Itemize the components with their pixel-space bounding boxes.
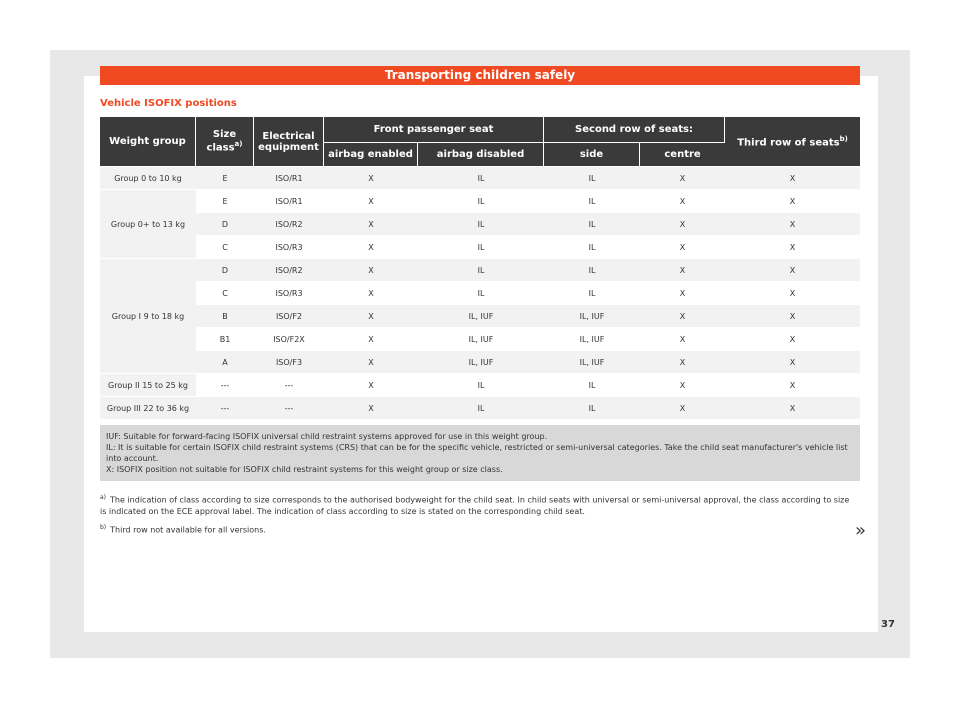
second-row-side-cell: IL <box>544 282 640 305</box>
second-row-centre-cell: X <box>640 259 725 282</box>
airbag-disabled-cell: IL <box>418 190 544 213</box>
table-row <box>100 236 860 259</box>
table-row <box>100 397 860 420</box>
airbag-enabled-cell: X <box>324 190 418 213</box>
table-row <box>100 259 860 282</box>
electrical-cell: ISO/F2X <box>254 328 324 351</box>
page-number: 37 <box>881 619 895 630</box>
third-row-cell: X <box>725 351 860 374</box>
footnote-b <box>100 522 850 536</box>
footnote-b-mark: b) <box>100 524 107 531</box>
table-row <box>100 374 860 397</box>
airbag-disabled-cell: IL <box>418 167 544 190</box>
third-row-cell: X <box>725 213 860 236</box>
header-second-row: Second row of seats: <box>544 117 725 143</box>
header-size-class: Size class$^{a)}$ <box>196 117 254 167</box>
second-row-centre-cell: X <box>640 282 725 305</box>
weight-group-cell: Group 0 to 10 kg <box>100 167 196 190</box>
third-row-cell: X <box>725 167 860 190</box>
airbag-enabled-cell: X <box>324 167 418 190</box>
table-row <box>100 328 860 351</box>
airbag-disabled-cell: IL, IUF <box>418 351 544 374</box>
second-row-centre-cell: X <box>640 397 725 420</box>
second-row-centre-cell: X <box>640 351 725 374</box>
header-side: side <box>544 143 640 167</box>
electrical-cell: --- <box>254 397 324 420</box>
second-row-centre-cell: X <box>640 305 725 328</box>
table-row <box>100 167 860 190</box>
third-row-cell: X <box>725 305 860 328</box>
chapter-banner: Transporting children safely <box>100 66 860 85</box>
electrical-cell: --- <box>254 374 324 397</box>
airbag-enabled-cell: X <box>324 213 418 236</box>
airbag-disabled-cell: IL, IUF <box>418 305 544 328</box>
airbag-enabled-cell: X <box>324 328 418 351</box>
airbag-disabled-cell: IL <box>418 374 544 397</box>
second-row-centre-cell: X <box>640 236 725 259</box>
second-row-side-cell: IL <box>544 213 640 236</box>
size-class-cell: D <box>196 213 254 236</box>
airbag-enabled-cell: X <box>324 236 418 259</box>
section-title: Vehicle ISOFIX positions <box>100 98 237 109</box>
header-airbag-enabled: airbag enabled <box>324 143 418 167</box>
second-row-centre-cell: X <box>640 213 725 236</box>
weight-group-cell: Group I 9 to 18 kg <box>100 259 196 374</box>
weight-group-cell: Group II 15 to 25 kg <box>100 374 196 397</box>
airbag-enabled-cell: X <box>324 305 418 328</box>
footnote-ref-a: a) <box>234 140 243 149</box>
airbag-disabled-cell: IL, IUF <box>418 328 544 351</box>
electrical-cell: ISO/F2 <box>254 305 324 328</box>
table-row <box>100 351 860 374</box>
size-class-cell: E <box>196 190 254 213</box>
header-centre: centre <box>640 143 725 167</box>
airbag-disabled-cell: IL <box>418 282 544 305</box>
header-airbag-disabled: airbag disabled <box>418 143 544 167</box>
header-weight-group: Weight group <box>100 117 196 167</box>
third-row-cell: X <box>725 190 860 213</box>
size-class-cell: E <box>196 167 254 190</box>
table-row <box>100 305 860 328</box>
second-row-side-cell: IL, IUF <box>544 305 640 328</box>
size-class-cell: --- <box>196 374 254 397</box>
footnote-a <box>100 492 850 517</box>
legend-x: X: ISOFIX position not suitable for ISOFIX child restraint systems for this weight group or size class. <box>106 465 503 474</box>
second-row-side-cell: IL <box>544 259 640 282</box>
second-row-side-cell: IL <box>544 190 640 213</box>
table-legend <box>100 425 860 481</box>
table-row <box>100 282 860 305</box>
electrical-cell: ISO/F3 <box>254 351 324 374</box>
second-row-side-cell: IL, IUF <box>544 351 640 374</box>
legend-il: IL: It is suitable for certain ISOFIX child restraint systems (CRS) that can be for the specific vehicle, restricted or semi-universal categories. Take the child seat manufacturer's vehicle list into account. <box>106 443 848 463</box>
third-row-cell: X <box>725 397 860 420</box>
size-class-cell: C <box>196 236 254 259</box>
size-class-cell: B1 <box>196 328 254 351</box>
footnote-ref-b: b) <box>839 134 848 143</box>
footnote-a-mark: a) <box>100 494 107 501</box>
header-third-row: Third row of seats$^{b)}$ <box>725 117 860 167</box>
airbag-disabled-cell: IL <box>418 236 544 259</box>
airbag-enabled-cell: X <box>324 259 418 282</box>
table-row <box>100 213 860 236</box>
table-row <box>100 190 860 213</box>
size-class-cell: C <box>196 282 254 305</box>
electrical-cell: ISO/R2 <box>254 213 324 236</box>
header-electrical-equipment: Electrical equipment <box>254 117 324 167</box>
second-row-side-cell: IL <box>544 167 640 190</box>
airbag-disabled-cell: IL <box>418 397 544 420</box>
second-row-side-cell: IL <box>544 236 640 259</box>
size-class-cell: D <box>196 259 254 282</box>
electrical-cell: ISO/R3 <box>254 282 324 305</box>
size-class-cell: B <box>196 305 254 328</box>
airbag-enabled-cell: X <box>324 351 418 374</box>
third-row-cell: X <box>725 259 860 282</box>
second-row-centre-cell: X <box>640 328 725 351</box>
isofix-table <box>100 117 860 420</box>
electrical-cell: ISO/R3 <box>254 236 324 259</box>
second-row-centre-cell: X <box>640 167 725 190</box>
third-row-cell: X <box>725 236 860 259</box>
airbag-disabled-cell: IL <box>418 259 544 282</box>
second-row-centre-cell: X <box>640 374 725 397</box>
weight-group-cell: Group 0+ to 13 kg <box>100 190 196 259</box>
airbag-disabled-cell: IL <box>418 213 544 236</box>
airbag-enabled-cell: X <box>324 397 418 420</box>
header-front-passenger-seat: Front passenger seat <box>324 117 544 143</box>
third-row-cell: X <box>725 374 860 397</box>
size-class-cell: --- <box>196 397 254 420</box>
weight-group-cell: Group III 22 to 36 kg <box>100 397 196 420</box>
second-row-side-cell: IL <box>544 397 640 420</box>
size-class-cell: A <box>196 351 254 374</box>
electrical-cell: ISO/R1 <box>254 167 324 190</box>
third-row-cell: X <box>725 282 860 305</box>
electrical-cell: ISO/R1 <box>254 190 324 213</box>
next-page-icon[interactable]: » <box>855 520 867 541</box>
airbag-enabled-cell: X <box>324 282 418 305</box>
airbag-enabled-cell: X <box>324 374 418 397</box>
third-row-cell: X <box>725 328 860 351</box>
legend-iuf: IUF: Suitable for forward-facing ISOFIX universal child restraint systems approved for use in this weight group. <box>106 432 548 441</box>
second-row-centre-cell: X <box>640 190 725 213</box>
second-row-side-cell: IL <box>544 374 640 397</box>
second-row-side-cell: IL, IUF <box>544 328 640 351</box>
footnote-b-text: Third row not available for all versions. <box>110 525 266 535</box>
footnote-a-text: The indication of class according to size corresponds to the authorised bodyweight for the child seat. In child seats with universal or semi-universal approval, the class according to size is indicated on the ECE approval label. The indication of class according to size is stated on the corresponding child seat. <box>100 495 850 516</box>
electrical-cell: ISO/R2 <box>254 259 324 282</box>
